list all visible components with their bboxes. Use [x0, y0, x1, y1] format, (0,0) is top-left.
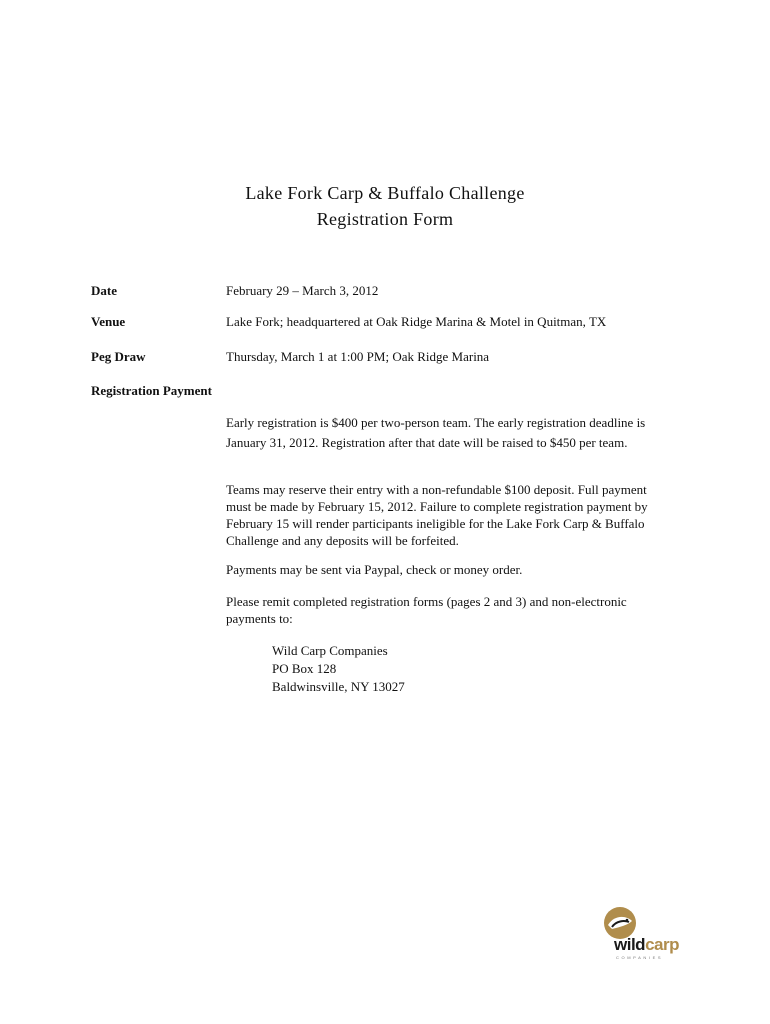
mailing-address	[272, 642, 405, 696]
remit-paragraph: Please remit completed registration forms (pages 2 and 3) and non-electronic payments to:	[226, 594, 627, 626]
venue-label: Venue	[91, 314, 126, 329]
address-company: Wild Carp Companies	[272, 643, 388, 658]
title-line-event: Lake Fork Carp & Buffalo Challenge	[245, 183, 525, 203]
title-line-form: Registration Form	[316, 209, 454, 229]
wild-carp-logo	[598, 905, 688, 965]
payment-methods-paragraph: Payments may be sent via Paypal, check or money order.	[226, 562, 523, 577]
date-value: February 29 – March 3, 2012	[226, 283, 379, 298]
registration-payment-label: Registration Payment	[91, 383, 212, 398]
logo-word-wild: wild	[614, 935, 646, 954]
peg-draw-label: Peg Draw	[91, 349, 146, 364]
date-label: Date	[91, 283, 117, 298]
peg-draw-value: Thursday, March 1 at 1:00 PM; Oak Ridge Marina	[226, 349, 490, 364]
address-city: Baldwinsville, NY 13027	[272, 679, 405, 694]
early-registration-paragraph: Early registration is $400 per two-person team. The early registration deadline is January 31, 2012. Registration after that date will be raised to $450 per team.	[226, 415, 646, 450]
deposit-paragraph: Teams may reserve their entry with a non-refundable $100 deposit. Full payment must be made by February 15, 2012. Failure to complete registration payment by February 15 will render participants ineligible for the Lake Fork Carp & Buffalo Challenge and any deposits will be forfeited.	[226, 482, 648, 548]
logo-subtitle: COMPANIES	[616, 955, 664, 960]
logo-wordmark	[614, 935, 679, 955]
document-title	[0, 180, 770, 232]
venue-value: Lake Fork; headquartered at Oak Ridge Marina & Motel in Quitman, TX	[226, 314, 607, 329]
address-po-box: PO Box 128	[272, 661, 337, 676]
logo-word-carp: carp	[645, 935, 679, 954]
